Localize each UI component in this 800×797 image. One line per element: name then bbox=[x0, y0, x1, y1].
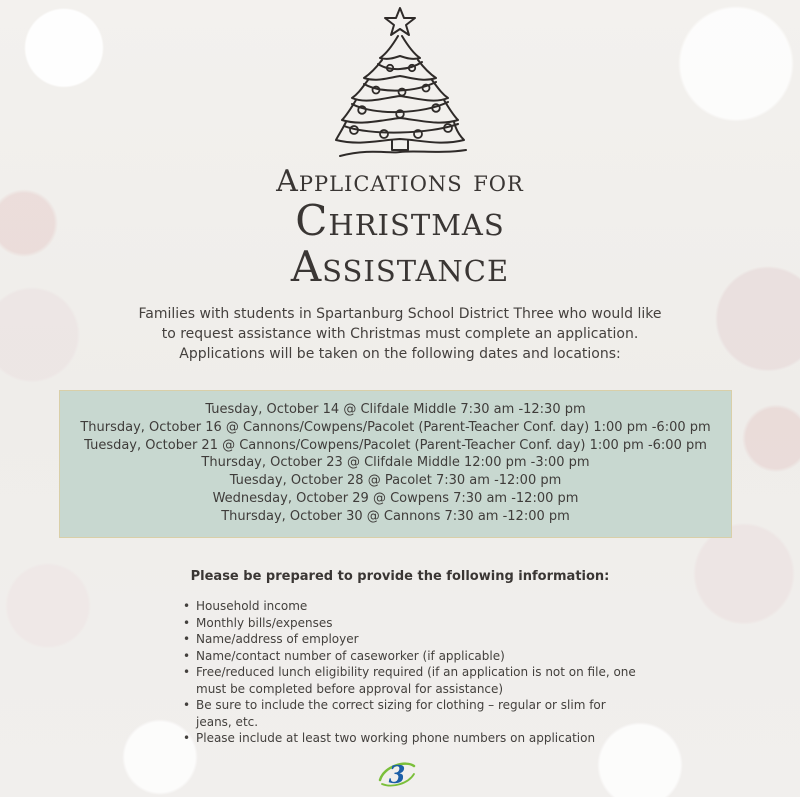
title-line-2: Christmas bbox=[295, 196, 505, 245]
bullet-icon: • bbox=[183, 648, 191, 663]
list-item-text: Name/contact number of caseworker (if applicable) bbox=[196, 648, 505, 663]
date-entry: Tuesday, October 28 @ Pacolet 7:30 am -12:00 pm bbox=[229, 473, 562, 489]
christmas-tree-icon bbox=[320, 2, 480, 162]
dates-box bbox=[59, 390, 732, 538]
intro-line: to request assistance with Christmas must complete an application. bbox=[161, 326, 639, 342]
date-entry: Tuesday, October 21 @ Cannons/Cowpens/Pacolet (Parent-Teacher Conf. day) 1:00 pm -6:00 pm bbox=[84, 437, 707, 453]
list-item-text: Be sure to include the correct sizing for clothing – regular or slim for jeans, etc. bbox=[196, 698, 606, 729]
list-item bbox=[183, 598, 636, 615]
title-line-1: Applications for bbox=[276, 164, 524, 199]
intro-line: Families with students in Spartanburg School District Three who would like bbox=[138, 306, 662, 322]
title-line-3: Assistance bbox=[290, 242, 510, 291]
prepare-heading: Please be prepared to provide the following information: bbox=[190, 569, 610, 584]
bullet-icon: • bbox=[183, 632, 191, 646]
list-item bbox=[183, 730, 636, 747]
bullet-icon: • bbox=[183, 599, 191, 613]
district-three-logo-icon bbox=[376, 756, 418, 790]
intro-line: Applications will be taken on the following dates and locations: bbox=[179, 346, 621, 362]
list-item-text: Please include at least two working phone numbers on application bbox=[196, 731, 596, 745]
list-item-text: Name/address of employer bbox=[196, 632, 359, 646]
requirements-list bbox=[183, 598, 636, 747]
list-item bbox=[183, 648, 636, 665]
logo-numeral: 3 bbox=[388, 760, 406, 789]
list-item bbox=[183, 615, 636, 632]
list-item-text: Household income bbox=[196, 599, 308, 613]
list-item-text: Monthly bills/expenses bbox=[196, 615, 333, 630]
intro-paragraph bbox=[100, 304, 700, 364]
date-entry: Tuesday, October 14 @ Clifdale Middle 7:30 am -12:30 pm bbox=[205, 402, 586, 417]
list-item bbox=[183, 664, 636, 697]
date-entry: Thursday, October 30 @ Cannons 7:30 am -12:00 pm bbox=[221, 508, 570, 524]
bullet-icon: • bbox=[183, 665, 191, 679]
bullet-icon: • bbox=[183, 731, 191, 745]
list-item bbox=[183, 697, 636, 730]
date-entry: Thursday, October 16 @ Cannons/Cowpens/Pacolet (Parent-Teacher Conf. day) 1:00 pm -6:00 pm bbox=[80, 419, 711, 435]
bullet-icon: • bbox=[183, 698, 191, 712]
bullet-icon: • bbox=[183, 615, 191, 630]
list-item bbox=[183, 631, 636, 648]
list-item-text: Free/reduced lunch eligibility required (if an application is not on file, one must be completed before approval for assistance) bbox=[196, 665, 636, 696]
date-entry: Thursday, October 23 @ Clifdale Middle 12:00 pm -3:00 pm bbox=[201, 455, 590, 471]
date-entry: Wednesday, October 29 @ Cowpens 7:30 am -12:00 pm bbox=[212, 490, 579, 506]
